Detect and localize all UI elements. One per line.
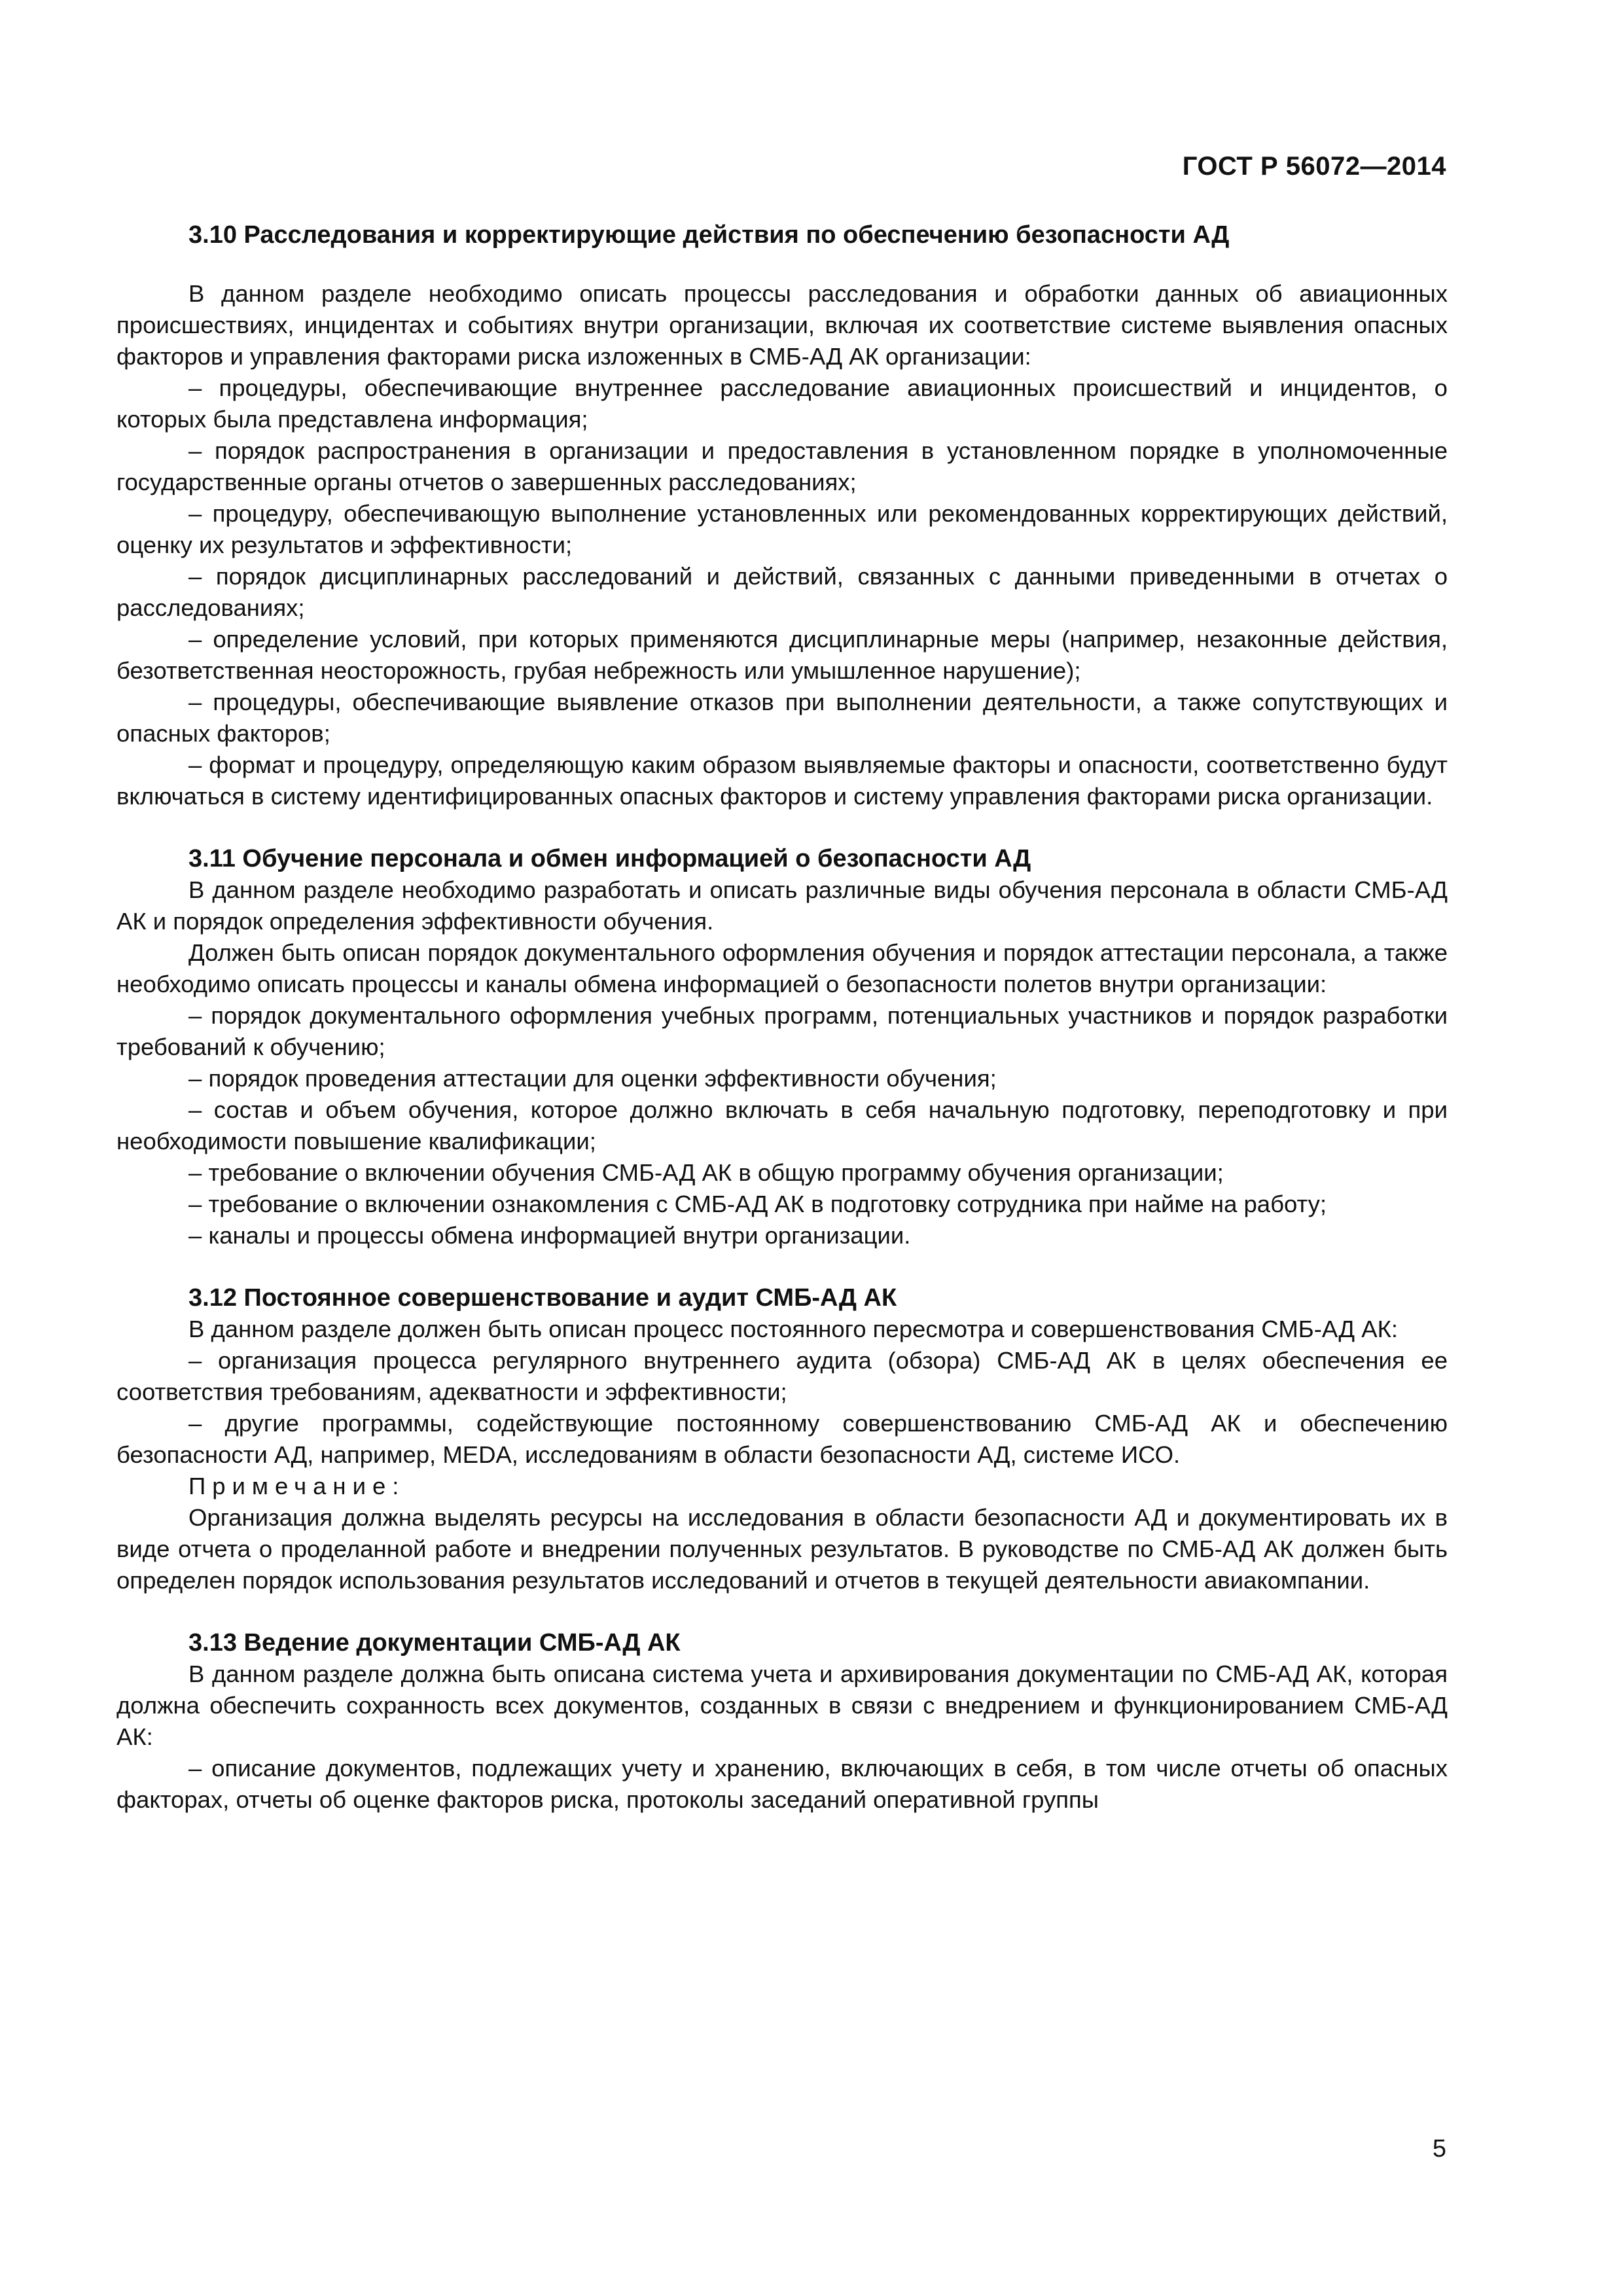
note-text: Организация должна выделять ресурсы на исследования в области безопасности АД и документировать их в виде отчета о проделанной работе и внедрении полученных результатов. В руководстве по СМБ-АД АК должен быть определен порядок использования результатов исследований и отчетов в текущей деятельности авиакомпании. [116, 1504, 1448, 1594]
list-item: – другие программы, содействующие постоянному совершенствованию СМБ-АД АК и обеспечению безопасности АД, например, MEDA, исследованиям в области безопасности АД, системе ИСО. [116, 1410, 1448, 1468]
document-standard-header: ГОСТ Р 56072—2014 [1182, 152, 1446, 181]
list-item: – требование о включении обучения СМБ-АД АК в общую программу обучения организации; [188, 1159, 1224, 1186]
section-3-13-intro: В данном разделе должна быть описана система учета и архивирования документации по СМБ-АД АК, которая должна обеспечить сохранность всех документов, созданных в связи с внедрением и функционированием СМБ-АД АК: [116, 1660, 1448, 1750]
section-3-10-intro: В данном разделе необходимо описать процессы расследования и обработки данных об авиационных происшествиях, инцидентах и событиях внутри организации, включая их соответствие системе выявления опасных факторов и управления факторами риска изложенных в СМБ-АД АК организации: [116, 280, 1448, 370]
list-item: – требование о включении ознакомления с СМБ-АД АК в подготовку сотрудника при найме на работу; [188, 1191, 1327, 1217]
section-3-11-para-1: В данном разделе необходимо разработать и описать различные виды обучения персонала в области СМБ-АД АК и порядок определения эффективности обучения. [116, 876, 1448, 935]
list-item: – порядок дисциплинарных расследований и действий, связанных с данными приведенными в отчетах о расследованиях; [116, 563, 1448, 621]
section-3-12-intro: В данном разделе должен быть описан процесс постоянного пересмотра и совершенствования СМБ-АД АК: [188, 1316, 1399, 1342]
section-title-3-12: 3.12 Постоянное совершенствование и аудит СМБ-АД АК [188, 1284, 897, 1312]
list-item: – состав и объем обучения, которое должно включать в себя начальную подготовку, переподготовку и при необходимости повышение квалификации; [116, 1096, 1448, 1155]
section-title-3-10: 3.10 Расследования и корректирующие действия по обеспечению безопасности АД [188, 221, 1230, 249]
list-item: – определение условий, при которых применяются дисциплинарные меры (например, незаконные действия, безответственная неосторожность, грубая небрежность или умышленное нарушение); [116, 626, 1448, 684]
page-number: 5 [1432, 2135, 1446, 2162]
list-item: – порядок распространения в организации и предоставления в установленном порядке в уполномоченные государственные органы отчетов о завершенных расследованиях; [116, 437, 1448, 495]
list-item: – процедуры, обеспечивающие внутреннее расследование авиационных происшествий и инцидентов, о которых была представлена информация; [116, 374, 1448, 433]
page-body [116, 219, 1448, 1816]
list-item: – формат и процедуру, определяющую каким образом выявляемые факторы и опасности, соответственно будут включаться в систему идентифицированных опасных факторов и систему управления факторами риска организации. [116, 751, 1448, 810]
list-item: – каналы и процессы обмена информацией внутри организации. [188, 1222, 911, 1249]
list-item: – процедуры, обеспечивающие выявление отказов при выполнении деятельности, а также сопутствующих и опасных факторов; [116, 689, 1448, 747]
section-title-3-11: 3.11 Обучение персонала и обмен информацией о безопасности АД [188, 845, 1031, 872]
list-item: – порядок проведения аттестации для оценки эффективности обучения; [188, 1065, 997, 1092]
note-label: Примечание: [188, 1473, 406, 1499]
list-item: – порядок документального оформления учебных программ, потенциальных участников и порядок разработки требований к обучению; [116, 1002, 1448, 1060]
list-item: – организация процесса регулярного внутреннего аудита (обзора) СМБ-АД АК в целях обеспечения ее соответствия требованиям, адекватности и эффективности; [116, 1347, 1448, 1405]
section-3-11-para-2: Должен быть описан порядок документального оформления обучения и порядок аттестации персонала, а также необходимо описать процессы и каналы обмена информацией о безопасности полетов внутри организации: [116, 939, 1448, 997]
section-title-3-13: 3.13 Ведение документации СМБ-АД АК [188, 1629, 681, 1657]
list-item: – процедуру, обеспечивающую выполнение установленных или рекомендованных корректирующих действий, оценку их результатов и эффективности; [116, 500, 1448, 558]
list-item: – описание документов, подлежащих учету и хранению, включающих в себя, в том числе отчеты об опасных факторах, отчеты об оценке факторов риска, протоколы заседаний оперативной группы [116, 1755, 1448, 1813]
